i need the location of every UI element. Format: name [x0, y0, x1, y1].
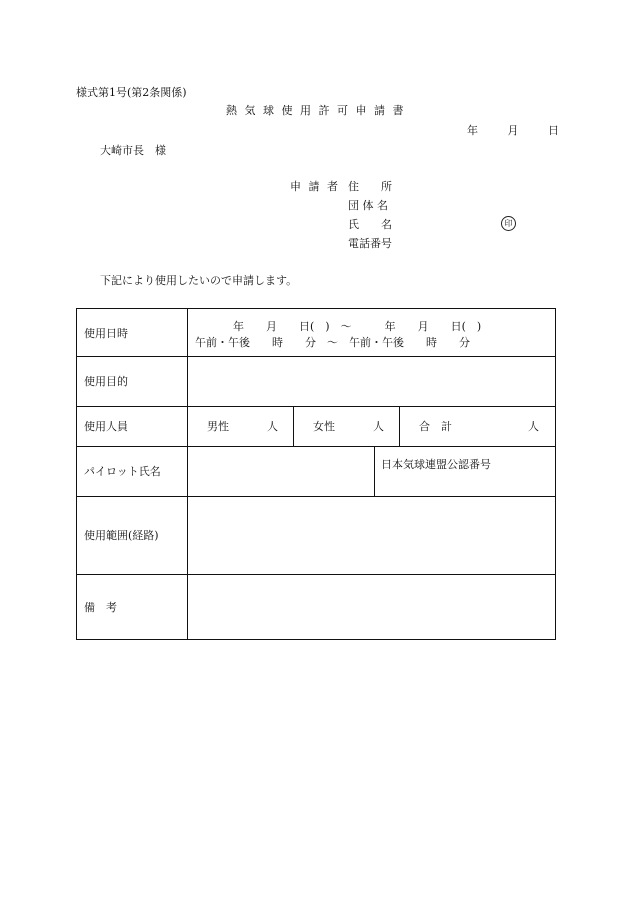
applicant-organization-label: 団 体 名 — [348, 199, 388, 212]
female-label: 女性 — [313, 420, 335, 433]
pilot-divider — [374, 446, 375, 496]
row-divider — [77, 356, 555, 357]
intro-text: 下記により使用したいので申請します。 — [100, 274, 298, 287]
range-label: 使用範囲(経路) — [84, 529, 159, 542]
total-unit: 人 — [528, 420, 539, 433]
form-title: 熱 気 球 使 用 許 可 申 請 書 — [226, 104, 406, 117]
date-month: 月 — [507, 124, 519, 137]
personnel-label: 使用人員 — [84, 420, 128, 433]
applicant-label: 申 請 者 — [290, 180, 340, 193]
row-divider — [77, 406, 555, 407]
applicant-name-label: 氏 名 — [348, 218, 392, 231]
datetime-range-time: 午前・午後 時 分 ～ 午前・午後 時 分 — [195, 336, 470, 349]
personnel-divider — [399, 406, 400, 446]
application-table — [76, 308, 556, 640]
date-line — [467, 125, 559, 136]
federation-number-label: 日本気球連盟公認番号 — [381, 458, 491, 471]
applicant-phone-label: 電話番号 — [348, 237, 392, 250]
row-divider — [77, 446, 555, 447]
purpose-label: 使用目的 — [84, 375, 128, 388]
male-unit: 人 — [267, 420, 278, 433]
row-divider — [77, 574, 555, 575]
remarks-label: 備 考 — [84, 601, 117, 614]
datetime-range-date: 年 月 日( ) ～ 年 月 日( ) — [233, 320, 482, 333]
male-label: 男性 — [207, 420, 229, 433]
label-column-divider — [187, 309, 188, 640]
personnel-divider — [293, 406, 294, 446]
date-year: 年 — [467, 124, 478, 137]
datetime-label: 使用日時 — [84, 327, 128, 340]
female-unit: 人 — [373, 420, 384, 433]
applicant-address-label: 住 所 — [348, 180, 392, 193]
pilot-label: パイロット氏名 — [84, 465, 161, 478]
total-label: 合 計 — [419, 420, 452, 433]
addressee: 大崎市長 様 — [100, 144, 166, 157]
seal-mark: 印 — [501, 216, 516, 231]
date-day: 日 — [548, 124, 559, 137]
row-divider — [77, 496, 555, 497]
form-number: 様式第1号(第2条関係) — [76, 86, 187, 99]
